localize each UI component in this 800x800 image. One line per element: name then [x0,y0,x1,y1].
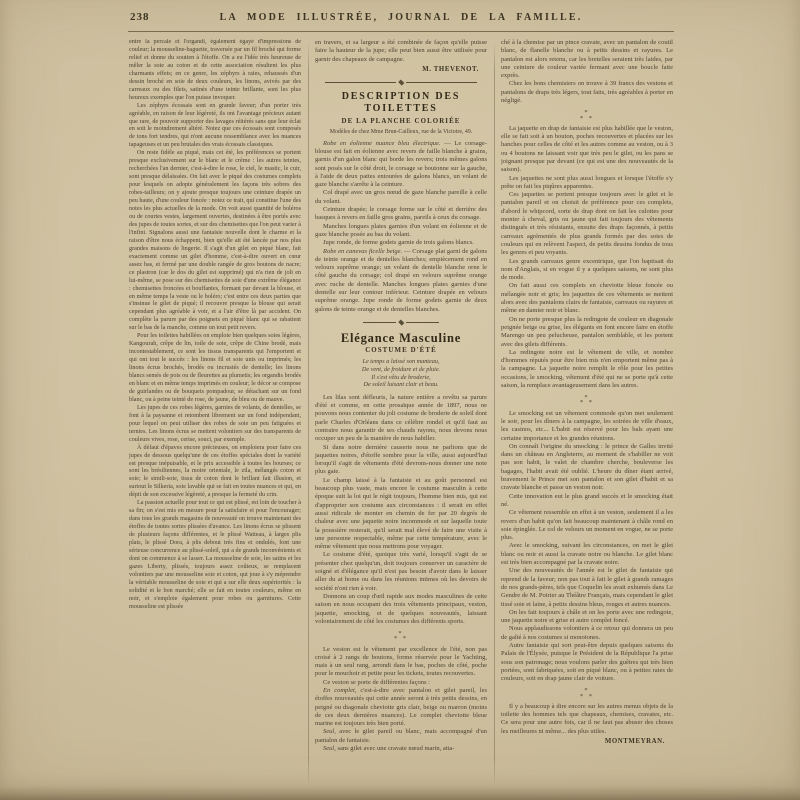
section-subtitle: COSTUME D'ÉTÉ [365,347,437,355]
article-paragraph: Ces jaquettes se portent presque toujours avec le gilet et le pantalon pareil et on choisit de préférence pour ces complets, d'abord le whipcord, sorte de drap dont on fait les culottes pour monter à cheval, gris ou jaune qui fait toujours des vêtements distingués et très résistants, ensuite des draps façonnés, à petits carreaux agrémentés de plus grands formés par des soies de couleurs qui en relèvent l'aspect, de petits dessins fondus de tous les genres et peu voyants. [501,191,673,257]
article-paragraph: Robe en éolienne nuance bleu électrique. — Le corsage-blouse est fait en éolienne avec revers de faille blanche à grains, garnis d'un galon blanc qui borde les revers; trois mêmes galons sont posés sur le côté droit, le corsage se boutonne sur la gauche, à l'aide de deux pattes entourées de galons blancs, un volant de gaze blanche s'arrête à la ceinture. [315,139,487,189]
ornament-divider [325,80,477,85]
article-paragraph: Si dans notre dernière causerie nous ne parlions que de jaquettes noires, d'étoffe sombre pour la ville, aussi aujourd'hui lorsqu'il s'agit de vêtements d'été devrons-nous donner une note plus gaie. [315,443,487,476]
article-paragraph: Ce veston se porte de différentes façons : [323,678,430,686]
section-subtitle: DE LA PLANCHE COLORIÉE [341,117,461,125]
journal-title: LA MODE ILLUSTRÉE, JOURNAL DE LA FAMILLE. [219,12,583,23]
article-paragraph: Ce vêtement ressemble en effet à un veston, seulement il a les revers d'un habit qu'on fait beaucoup maintenant à châle rond en soie épinglée. Le col de velours un moment en vogue, ne se porte plus. [501,509,673,542]
section-byline: Modèles de chez Mme Brun-Cailleux, rue de la Victoire, 49. [329,128,473,135]
article-paragraph: La jaquette en drap de fantaisie est plus habillée que le veston, elle se fait soit à un bouton, poches recouvertes et placées sur les hanches pour celles de côté et les autres comme au veston, ou à 3 ou 4 boutons ne laissant voir que très peu le gilet, ou les pans se joignant presque par devant (ce qui est une des nouveautés de la saison). [501,124,673,174]
column-right [501,39,673,793]
article-paragraph: On connaît l'origine du smocking : le prince de Galles invité dans un château en Angleterre, au moment de s'habiller ne voit pas son habit, le valet de chambre cherche, bouleverse les bagages, l'habit avait été oublié. L'heure du dîner étant arrivé, bravement le Prince met son pantalon et son gilet d'habit et sa cravate blanche et passe un veston noir. [501,442,673,492]
column-divider [494,41,495,787]
article-paragraph: Robe en canevas ficelle beige. — Corsage plat garni de galons de teinte orange et de dentelles blanches; empiècement rond en velours suprême orange; un volant de dentelle blanche orne le côté gauche du corsage; col drapé en velours suprême orange avec ruche de dentelle. Manches longues plates garnies d'une dentelle sur leur contour inférieur. Ceinture drapée en velours suprême orange. Jupe ronde de forme godets garnie de deux galons de teinte orange et de dentelles blanches. [315,247,487,313]
asterism-separator-icon: * * * [580,394,594,407]
section-title: Elégance Masculine [340,331,462,346]
column-left [129,39,301,793]
author-signature: M. THEVENOT. [422,65,479,73]
article-paragraph: Les grands carreaux genre excentrique, que l'on baptisait du nom d'Anglais, si en vogue il y a quelques saisons, ne sont plus de mode. [501,257,673,282]
asterism-separator-icon: * * * [394,630,408,643]
article-paragraph: On fait aussi ces complets en cheviotte bleue foncée ou mélangée noir et gris; les jaquettes de ces vêtements se mettent alors avec des pantalons clairs de fantaisie, carreaux ou rayures et même en damier noir et blanc. [501,282,673,315]
article-paragraph: Chez les bons chemisiers on trouve à 39 francs des vestons et pantalons de draps très légers, tout faits, très agréables à porter en négligé. [501,80,673,105]
article-paragraph: Col drapé avec un gros nœud de gaze blanche pareille à celle du volant. [315,189,487,205]
article-paragraph: En complet, c'est-à-dire avec pantalon et gilet pareil, les étoffes nouveautés qui cette année seront à très petits dessins, en peigné ou diagonale cheviotte gris clair, beige ou marron (moins de ces deux dernières nuances). Le complet cheviotte bleue marine est toujours très bien porté. [315,687,487,728]
article-paragraph: Seul, sans gilet avec une cravate nœud marin, atta- [323,745,455,753]
article-paragraph: Nous applaudissons volontiers à ce retour qui donnera un peu de gaîté à nos costumes si monotones. [501,625,673,641]
article-paragraph: Le costume d'été, quoique très varié, lorsqu'il s'agit de se présenter chez quelqu'un, doit toujours conserver un caractère de soigné et d'élégance qu'il n'est pas besoin d'avoir dans le laisser aller du at home ou dans les réunions intimes où les devoirs de société n'ont rien à voir. [315,551,487,592]
diamond-icon [398,80,404,86]
column-divider [308,41,309,787]
article-paragraph: Autre fantaisie qui sort peut-être depuis quelques saisons du Palais de l'Élysée, puisque le Président de la République l'a prise sous son patronage; nous voulons parler des guêtres qui très bien portées, sont fabriquées, soit en piqué blanc, ou à petites raies de couleurs, soit en drap jaune clair de voiture. [501,642,673,683]
article-paragraph: ché à la chemise par un pince cravate, avec un pantalon de coutil blanc, de flanelle blanche ou à petits dessins et rayures. Le pantalon est alors retenu, car les bretelles seraient très laides, par une ceinture de couleur variée fermant avec une boucle faite exprès. [501,39,673,80]
article-paragraph: On ne porte presque plus la redingote de couleur en diagonale peignée beige ou grise, les élégants en font encore faire en étoffe Marengo un peu pelucheuse, pantalon semblable, et les portent avec des gilets différents. [501,315,673,348]
article-paragraph: Jupe ronde, de forme godets garnie de trois galons blancs. [323,239,474,247]
article-paragraph: La passion actuelle pour tout ce qui est plissé, est loin de toucher à sa fin; on s'est mis en mesure pour la satisfaire et pour l'encourager; dans tous les grands magasins de nouveauté on trouve maintenant des étoffes de toutes sortes plissées d'avance. Les linons écrus se plissent de plusieurs façons différentes, et le plissé Watteau, à larges plis plats, le plissé Dora, à plis debout très fins et ondulés, font une sérieuse concurrence au plissé-soleil, qui a de grands inconvénients et dont on commence à se lasser. La mousseline de soie, les satins et les gazes Liberty, plissés, toujours assez coûteux, se remplacent volontiers par une mousseline soie et coton, qui joue à s'y méprendre la véritable mousseline de soie et qui a sur elle deux supériorités : la solidité et le bon marché; elle se fait en toutes couleurs, même en noir, et s'emploie également pour robes ou garnitures. Cette mousseline est plissée [129,500,301,610]
page-bottom-edge [0,786,800,800]
text-columns [129,39,674,793]
article-paragraph: Le veston est le vêtement par excellence de l'été, non pas croisé à 2 rangs de boutons, forme réservée pour le Yachting, mais à un seul rang, arrondi dans le bas, poches de côté, poche pour le mouchoir et petite pour les tickets, toutes recouvertes. [315,645,487,678]
article-paragraph: Ceinture drapée; le corsage forme sur le côté et derrière des basques à revers en faille gros grains, pareils à ceux du corsage. [315,206,487,222]
page-header [128,10,674,30]
article-paragraph: Avec le smocking, suivant les circonstances, on met le gilet blanc ou noir et aussi la cravate noire ou blanche. Le gilet blanc est très bien accompagné par la cravate noire. [501,542,673,567]
column-middle [315,39,487,793]
author-signature: MONTMEYRAN. [604,738,665,746]
verse-quote: Le temps a laissé son manteau, De vent, de froidure et de pluie. Il s'est vêtu de broderie, De soleil luisant clair et beau. [361,358,441,389]
article-paragraph: Les zéphyrs écossais sont en grande faveur; d'un porter très agréable, en raison de leur légèreté, ils ont l'avantage précieux autant que rare, de pouvoir supporter des lavages réitérés sans que leur éclat en soit le moindrement altéré. Notez que ces écossais sont composés de tons fort tendres, qui n'ont aucune ressemblance avec les nuances tapageuses et un peu brutales des vrais écossais classiques. [129,102,301,149]
article-paragraph: Les lilas sont défleuris, la nature entière a revêtu sa parure d'été et comme, en cette prosaïque année de 1897, nous ne pouvons nous contenter du joli costume de broderie de soleil dont parle Charles d'Orléans dans ce célèbre rondel et qu'il faut au contraire nous garantir de ses chauds rayons, nous devons nous occuper un peu de la manière de nous habiller. [315,393,487,443]
ornament-divider [363,320,439,325]
article-paragraph: À défaut d'épaves encore précieuses, on emploiera pour faire ces jupes de dessous quelqu'une de ces étoffes spéciales dont la variété est presque inépuisable, et le prix accessible à toutes les bourses; ce sont les brésiliennes, la moire orientale, le zila, mélangés coton et soie; le simili-soie, tissu de coton dont le brillant fait illusion, et surtout le Silkeria, soie lavable qui se fait en toutes nuances et qui, en dépit de son excessive légèreté, a presque la fermeté du crin. [129,444,301,499]
header-rule [128,31,674,32]
article-paragraph: Il y a beaucoup à dire encore sur les autres menus objets de la toilette des hommes tels que chapeaux, chemises, cravates, etc. Ce sera pour une autre fois, car il ne faut pas abuser des choses les meilleures ni même... des plus utiles. [501,702,673,735]
page-number: 238 [130,11,150,23]
article-paragraph: Pour les toilettes habillées on emploie bien quelques soies légères, Kangourah, crêpe de lin, toile de soie, crêpe de Chine brodé, mais incontestablement, ce sont les tissus transparents qui l'emportent et qui ont tout le succès : les linons fil et soie unis ou imprimés; les linons écrus brochés, brodés ou incrustés de dentelle; les linons blancs semés de pois ou de fleurettes au plumetis; les organdis brodés en blanc et en même temps imprimés en couleur; le décor se compose de guirlandes ou de bouquets pompadour, se détachant sur un fond blanc, ou à peine teinté de rose, de jaune, de bleu ou de mauve. [129,333,301,403]
article-paragraph: Donnons un coup d'œil rapide aux modes masculines de cette saison en nous occupant des trois vêtements principaux, veston, jaquette, smocking, et de quelques nouveautés, laissant volontairement de côté les costumes des différents sports. [315,592,487,625]
article-paragraph: La redingote noire est le vêtement de ville, et nombre d'hommes réputés pour être bien mis n'en emportent même pas à la campagne. La jaquette noire remplit le rôle pour les petites occasions, le smocking, vêtement d'été qui ne se porte qu'à cette saison, la remplace avantageusement dans les autres. [501,348,673,389]
article-paragraph: Seul, avec le gilet pareil ou blanc, mais accompagné d'un pantalon de fantaisie. [315,728,487,744]
article-paragraph: Les jaquettes ne sont plus aussi longues et lorsque l'étoffe s'y prête on fait les piqûres apparentes. [501,174,673,190]
article-paragraph: Cette innovation eut le plus grand succès et le smocking était né. [501,492,673,508]
article-paragraph: Manches longues plates garnies d'un volant en éolienne et de gaze blanche posée au bas du volant. [315,222,487,238]
asterism-separator-icon: * * * [580,109,594,122]
article-paragraph: entre la percale et l'organdi, également égayé d'impressions de couleur; la mousseline-baguette, traversée par un fil broché qui forme relief et donne du soutien à l'étoffe. On a eu l'idée très heureuse de mêler la soie au coton et de cette association résultent les plus charmants effets; en ce genre, les zéphyrs à raies, rehaussés d'un dessin broché en soie de deux couleurs, les linons, avivés par des carreaux ou des filets, satinés d'une teinte brillante, sont les plus heureux exemples que l'on puisse invoquer. [129,39,301,101]
article-paragraph: en travers, et sa largeur a été combinée de façon qu'elle puisse faire la hauteur de la jupe; elle peut bien aussi être utilisée pour garnir des chapeaux de campagne. [315,39,487,63]
diamond-icon [398,319,404,325]
article-paragraph: On les fait toujours à châle et on les porte avec une redingote, une jaquette noire et grise et autre complet foncé. [501,608,673,625]
article-paragraph: Les jupes de ces robes légères, garnies de volants, de dentelles, se font à la paysanne et retombent librement sur un fond indépendant, pour lequel on peut utiliser des robes de soie un peu fatiguées et ternies. Les linons écrus se mettent volontiers sur des transparents de couleurs vives, rose, cerise, souci, par exemple. [129,404,301,443]
article-paragraph: Le champ laissé à la fantaisie et au goût personnel est beaucoup plus vaste, mais encore le costume masculin à cette époque suit la loi qui le régit toujours, l'homme bien mis, qui est d'approprier son costume aux circonstances : il serait en effet aussi ridicule de monter en chemin de fer par 20 degrés de chaleur avec une jaquette noire incommode et sur laquelle toute la poussière resterait, qu'il serait mal élevé de faire une visite à une personne respectable, même par cette température, avec le même vêtement que nous mettrons pour voyager. [315,476,487,551]
article-paragraph: Le smocking est un vêtement commode qu'on met seulement le soir, pour les dîners à la campagne, les soirées de ville d'eaux, les casinos, etc... L'habit est réservé pour les bals ayant une certaine importance et les grandes réunions. [501,409,673,442]
article-paragraph: On reste fidèle au piqué, mais cet été, les préférences se portent presque exclusivement sur le blanc et le crème : les autres teintes, recherchées l'an dernier, c'est-à-dire le rose, le ciel, le mastic, le cuir, sont presque délaissées. On fait avec le piqué des costumes complets pour lesquels on adopte généralement les façons très sobres des robes-tailleurs; on y ajoute presque toujours une ceinture drapée un peu haute, d'une couleur foncée : notez ce trait, qui constitue l'une des notes les plus actuelles de la mode. On voit aussi quantité de boléros ou de courtes vestes, largement ouvertes, destinées à être portés avec des jupes de toutes sortes, et sur des chemisettes que l'on peut varier à l'infini. Signalons aussi une fantaisie nouvelle dont le charme et la raison d'être nous échappent, bien qu'elle ait été lancée par nos plus grandes maisons de lingerie. Il s'agit d'un gilet en piqué blanc, fait exactement comme un gilet d'homme, c'est-à-dire ouvert en cœur assez bas, et fermé par une double rangée de gros boutons de nacre; ce plastron (car le dos du gilet est supprimé) qui n'a rien de joli en lui-même, se pose sur des chemisettes de soie d'une extrême élégance : chemisettes froncées et bouffantes, formant par devant la blouse, et en même temps la veste ou le boléro; c'est entre ces deux parties que s'insinue le gilet de piqué; il recouvre presque la blouse qui serait cependant plus agréable à voir, et a l'air d'être là par accident. On complète la parure par des poignets en piqué blanc qui se rabattent sur le bas de la manche, comme un tout petit revers. [129,150,301,332]
section-title: DESCRIPTION DES TOILETTES [341,90,461,114]
asterism-separator-icon: * * * [580,687,594,700]
article-paragraph: Une des nouveautés de l'année est le gilet de fantaisie qui reprend de la faveur; non pas tout à fait le gilet à grands ramages de nos grands-pères, tels que Coquelin les avait exhumés dans Le Gendre de M. Poirier au Théâtre Français, mais cependant le gilet tissé soie et laine, à petits dessins bleus, rouges et autres nuances. [501,567,673,608]
